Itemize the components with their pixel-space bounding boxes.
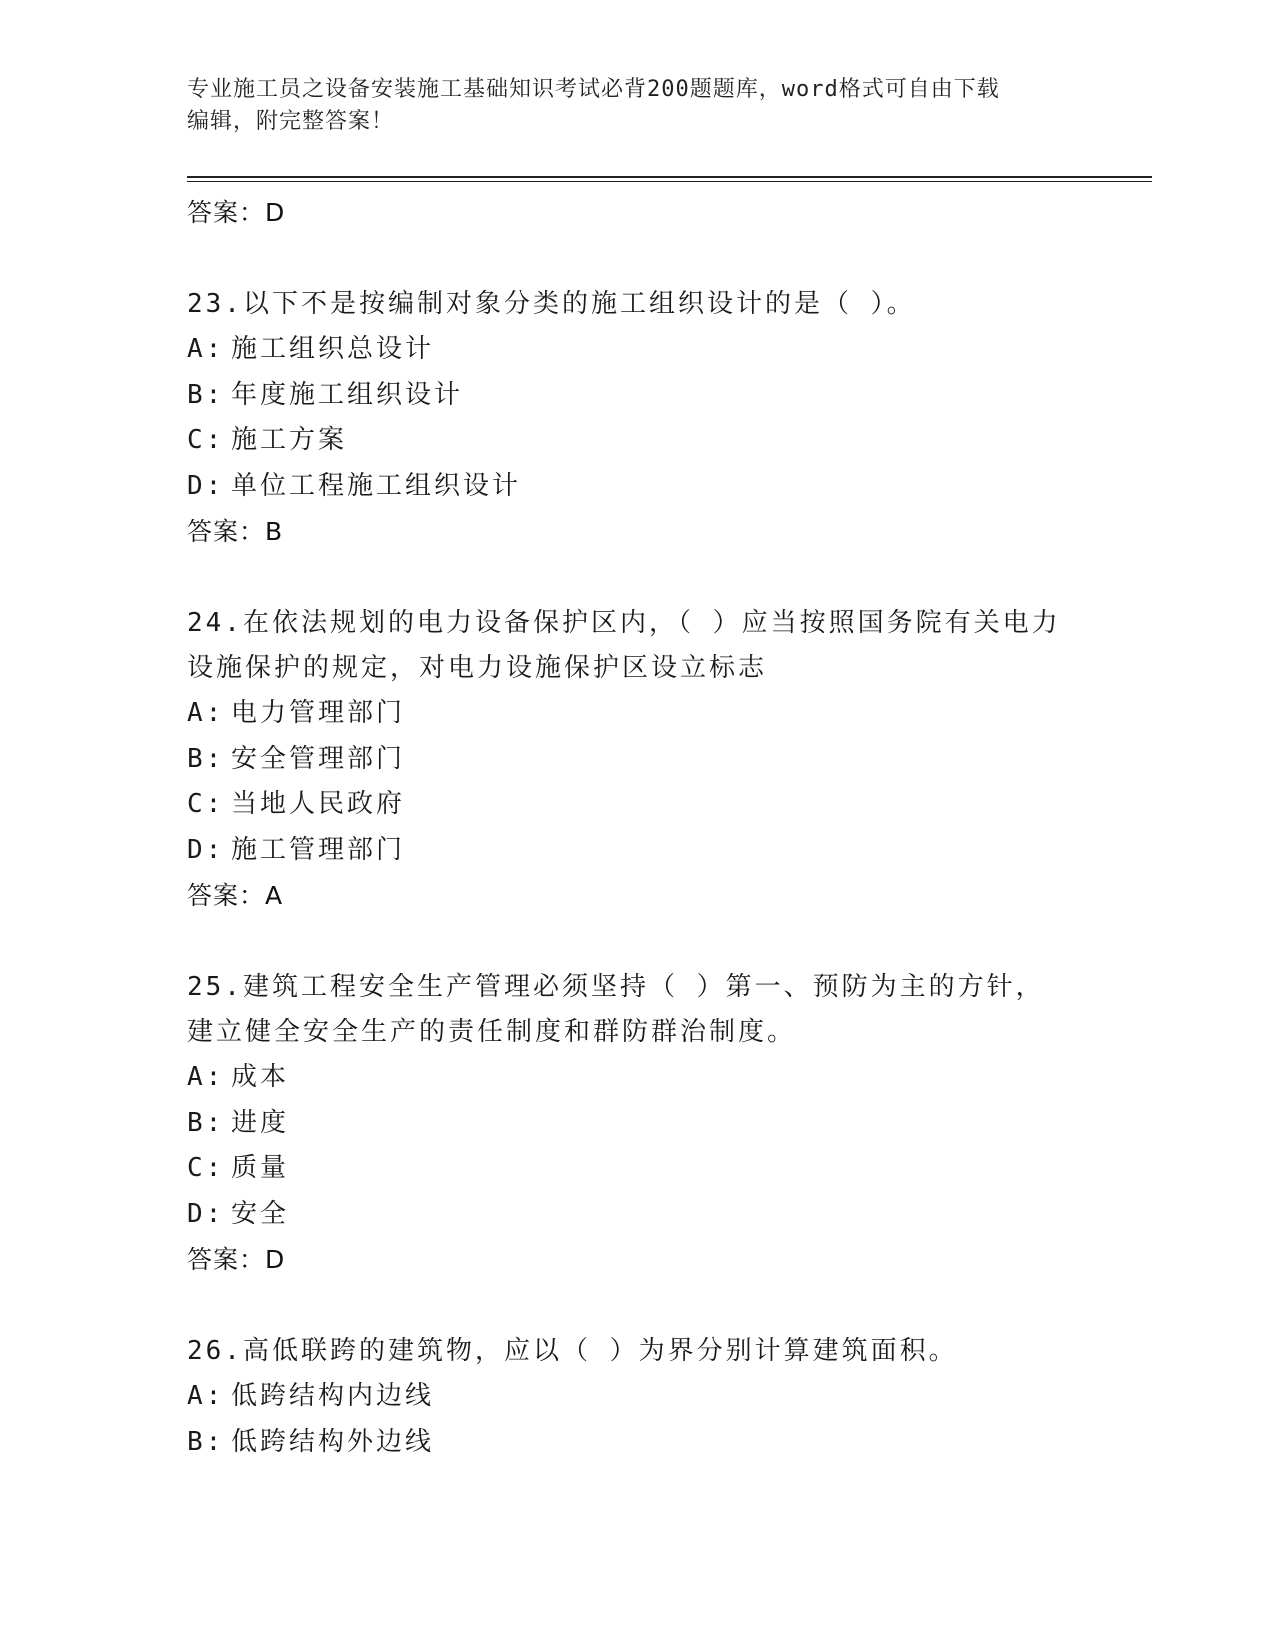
option-text: 电力管理部门	[231, 698, 406, 728]
option-letter: D:	[187, 470, 225, 501]
option-d	[187, 1192, 1077, 1238]
header-divider-thin	[187, 181, 1152, 182]
option-letter: B:	[187, 743, 225, 774]
option-text: 施工管理部门	[231, 834, 406, 865]
question-list	[187, 190, 1077, 1465]
question-text: 26.高低联跨的建筑物，应以（ ）为界分别计算建筑面积。	[187, 1336, 958, 1366]
option-letter: D:	[187, 834, 225, 865]
option-text: 低跨结构内边线	[231, 1381, 435, 1411]
option-b	[187, 1420, 1077, 1466]
header-line-2: 编辑，附完整答案！	[187, 109, 395, 134]
option-a	[187, 1055, 1077, 1101]
header-line-1: 专业施工员之设备安装施工基础知识考试必背200题题库，word格式可自由下载	[187, 77, 1000, 102]
option-b	[187, 737, 1077, 783]
answer: 答案：A	[187, 881, 284, 910]
option-letter: D:	[187, 1198, 225, 1229]
option-letter: A:	[187, 334, 225, 364]
option-a	[187, 327, 1077, 373]
question-text: 23.以下不是按编制对象分类的施工组织设计的是（ ）。	[187, 289, 916, 319]
option-text: 施工组织总设计	[231, 334, 435, 364]
option-d	[187, 464, 1077, 510]
question-24	[187, 601, 1077, 919]
answer-prev-question: 答案：D	[187, 198, 286, 227]
option-text: 低跨结构外边线	[231, 1426, 435, 1457]
question-text: 25.建筑工程安全生产管理必须坚持（ ）第一、预防为主的方针，建立健全安全生产的责任制度和群防群治制度。	[187, 972, 1045, 1047]
question-23	[187, 282, 1077, 555]
option-text: 质量	[231, 1153, 290, 1183]
option-c	[187, 418, 1077, 464]
option-letter: C:	[187, 1153, 225, 1183]
document-header	[187, 74, 1067, 138]
option-letter: A:	[187, 698, 225, 728]
option-b	[187, 1101, 1077, 1147]
option-text: 年度施工组织设计	[231, 379, 464, 410]
option-text: 成本	[231, 1062, 290, 1092]
option-c	[187, 782, 1077, 828]
question-26	[187, 1329, 1077, 1465]
header-divider-thick	[187, 176, 1152, 178]
option-text: 进度	[231, 1107, 290, 1138]
option-letter: B:	[187, 1107, 225, 1138]
question-text: 24.在依法规划的电力设备保护区内，（ ）应当按照国务院有关电力设施保护的规定，对电力设施保护区设立标志	[187, 608, 1061, 683]
answer: 答案：D	[187, 1245, 286, 1274]
option-a	[187, 691, 1077, 737]
option-text: 单位工程施工组织设计	[231, 470, 522, 501]
question-25	[187, 965, 1077, 1283]
answer: 答案：B	[187, 517, 284, 546]
option-text: 施工方案	[231, 425, 348, 455]
option-letter: C:	[187, 789, 225, 819]
option-c	[187, 1146, 1077, 1192]
option-text: 当地人民政府	[231, 789, 406, 819]
option-letter: B:	[187, 1426, 225, 1457]
option-d	[187, 828, 1077, 874]
option-letter: C:	[187, 425, 225, 455]
option-text: 安全	[231, 1198, 290, 1229]
option-letter: B:	[187, 379, 225, 410]
option-a	[187, 1374, 1077, 1420]
option-letter: A:	[187, 1381, 225, 1411]
option-b	[187, 373, 1077, 419]
option-text: 安全管理部门	[231, 743, 406, 774]
option-letter: A:	[187, 1062, 225, 1092]
